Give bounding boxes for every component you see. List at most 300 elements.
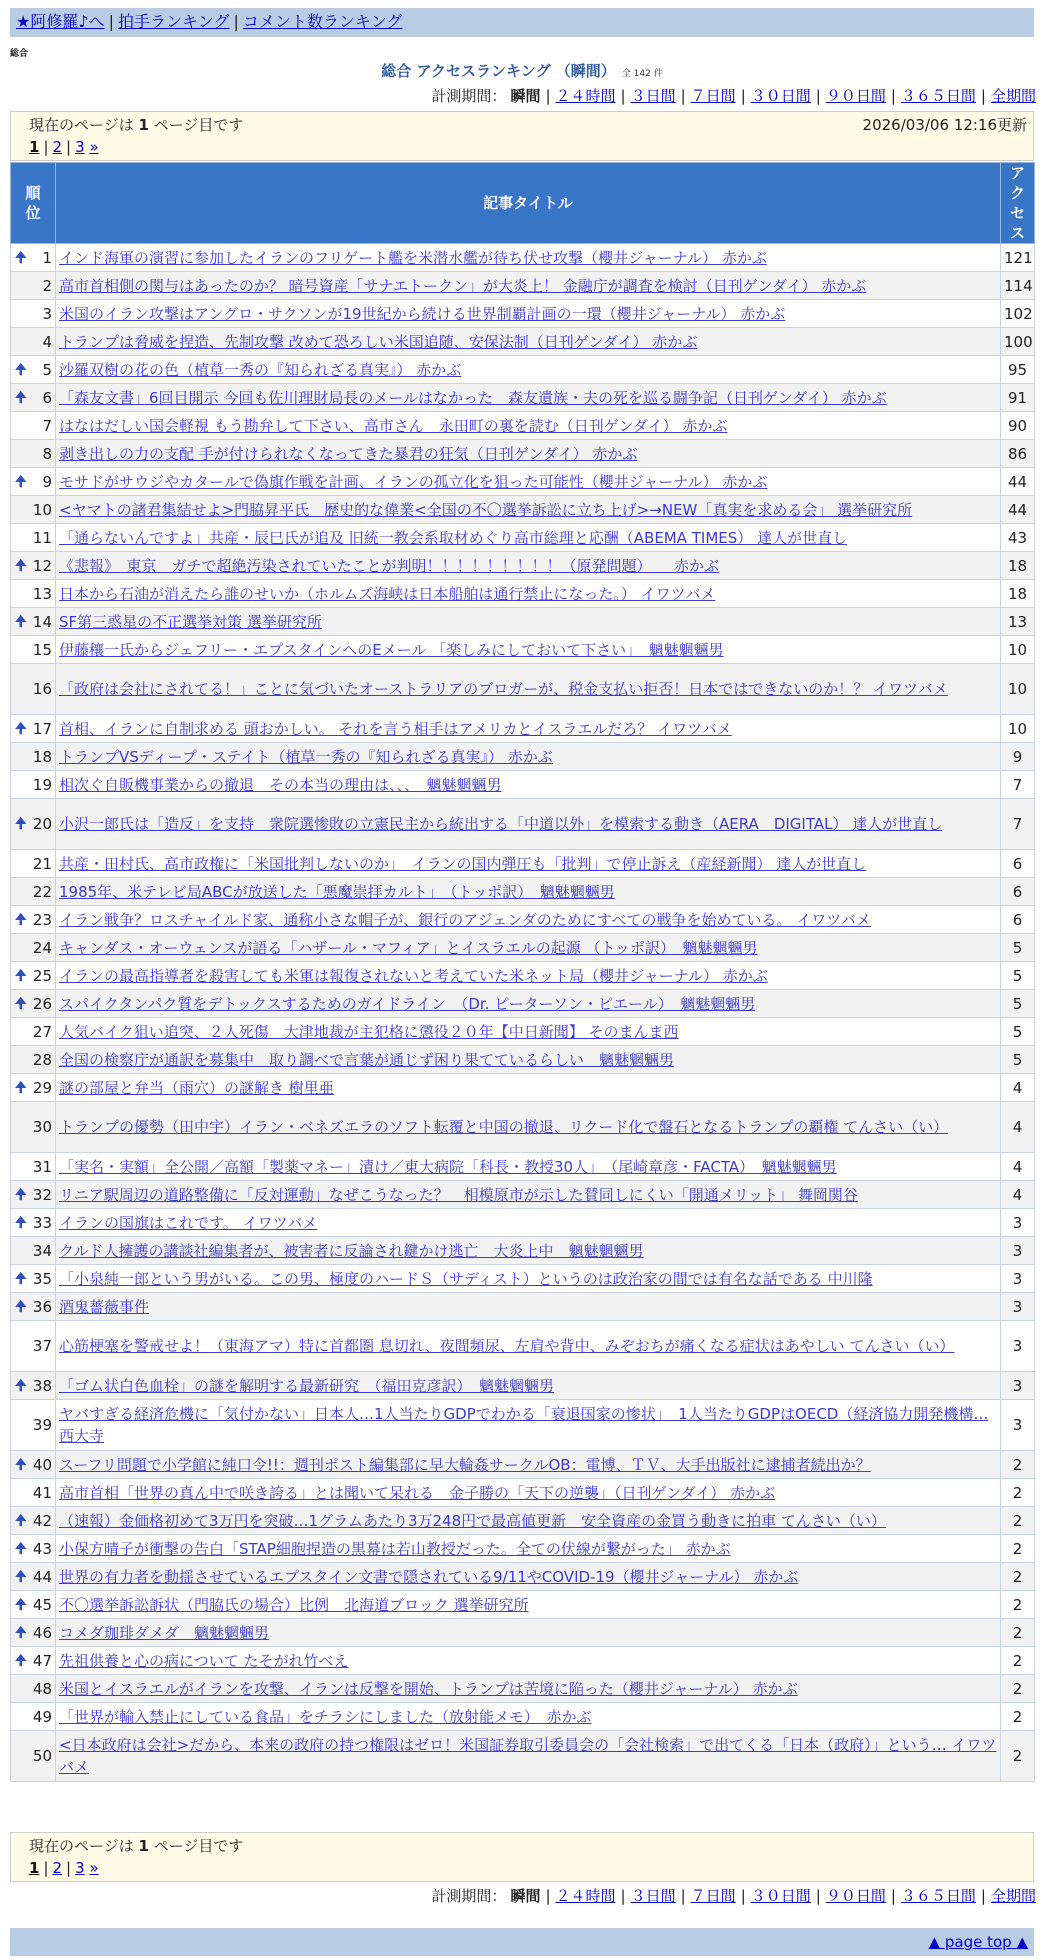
title-cell [56, 771, 1001, 799]
article-title-link[interactable]: クルド人擁護の講談社編集者が、被害者に反論され鍵かけ逃亡 大炎上中 魑魅魍魎男 [59, 1241, 644, 1260]
applause-ranking-link[interactable]: 拍手ランキング [117, 12, 230, 31]
ranking-table-body [11, 244, 1035, 1782]
home-link[interactable]: ★阿修羅♪へ [16, 12, 105, 31]
page-link-3[interactable]: 3 [75, 1859, 85, 1877]
page-link-2[interactable]: 2 [52, 1859, 63, 1877]
rank-up-arrow-icon: 🠉 [15, 1540, 27, 1557]
title-cell [56, 272, 1001, 300]
rank-cell [11, 524, 56, 552]
article-title-link[interactable]: 「実名・実額」全公開／高額「製薬マネー」漬け／東大病院「科長・教授30人」 （尾崎章彦・FACTA） 魑魅魍魎男 [59, 1157, 837, 1176]
rank-cell [11, 580, 56, 608]
access-count: 10 [1001, 715, 1035, 743]
rank-cell [11, 356, 56, 384]
access-count: 44 [1001, 468, 1035, 496]
period-option[interactable]: ９０日間 [825, 1887, 886, 1905]
rank-number: 20 [32, 815, 52, 833]
article-title-link[interactable]: （速報）金価格初めて3万円を突破…1グラムあたり3万248円で最高値更新 安全資産の金買う動きに拍車 てんさい（い） [59, 1511, 886, 1530]
table-row [11, 1046, 1035, 1074]
title-cell [56, 990, 1001, 1018]
title-cell [56, 1074, 1001, 1102]
rank-up-arrow-icon: 🠉 [15, 1624, 27, 1641]
article-title-link[interactable]: 日本から石油が消えたら誰のせいか（ホルムズ海峡は日本船舶は通行禁止になった。） イワツバメ [59, 584, 716, 603]
rank-cell [11, 906, 56, 934]
rank-cell [11, 552, 56, 580]
rank-column-header: 順位 [11, 163, 56, 244]
next-page-link[interactable]: » [89, 138, 99, 156]
rank-number: 1 [42, 248, 52, 267]
period-option[interactable]: ３日間 [630, 1887, 676, 1905]
article-title-link[interactable]: 首相、イランに自制求める 頭おかしい。 それを言う相手はアメリカとイスラエルだろ？ イワツバメ [59, 719, 732, 738]
rank-cell [11, 1265, 56, 1293]
rank-up-arrow-icon: 🠉 [15, 995, 27, 1012]
title-column-header: 記事タイトル [56, 163, 1001, 244]
access-count: 5 [1001, 962, 1035, 990]
access-count: 114 [1001, 272, 1035, 300]
rank-number: 16 [32, 680, 52, 698]
rank-cell [11, 850, 56, 878]
title-cell [56, 524, 1001, 552]
next-page-link[interactable]: » [89, 1859, 99, 1877]
title-cell [56, 1591, 1001, 1619]
access-count: 6 [1001, 850, 1035, 878]
rank-up-arrow-icon: 🠉 [15, 816, 27, 832]
rank-number: 26 [32, 994, 52, 1013]
title-cell [56, 664, 1001, 715]
period-option[interactable]: ３６５日間 [900, 1887, 976, 1905]
access-count: 3 [1001, 1265, 1035, 1293]
title-cell [56, 300, 1001, 328]
article-title-link[interactable]: 「政府は会社にされてる！」ことに気づいたオーストラリアのブロガーが、税金支払い拒否！日本ではできないのか！？ イワツバメ [59, 680, 948, 698]
ranking-table [10, 162, 1035, 1782]
table-row [11, 743, 1035, 771]
rank-cell [11, 664, 56, 715]
rank-number: 42 [32, 1511, 52, 1530]
comment-ranking-link[interactable]: コメント数ランキング [242, 12, 403, 31]
rank-cell [11, 412, 56, 440]
rank-cell [11, 1074, 56, 1102]
access-count: 91 [1001, 384, 1035, 412]
access-count: 121 [1001, 244, 1035, 272]
rank-number: 35 [32, 1269, 52, 1288]
access-column-header: アクセス [1001, 163, 1035, 244]
access-count: 3 [1001, 1321, 1035, 1372]
title-cell [56, 412, 1001, 440]
period-selector-top: 計測期間： 瞬間 | ２４時間 | ３日間 | ７日間 | ３０日間 | ９０日間 | ３６５日間 | 全期間 [431, 87, 1036, 105]
access-count: 2 [1001, 1731, 1035, 1782]
title-cell [56, 878, 1001, 906]
article-title-link[interactable]: 沙羅双樹の花の色（植草一秀の『知られざる真実』） 赤かぶ [59, 360, 462, 379]
rank-cell [11, 636, 56, 664]
access-count: 2 [1001, 1535, 1035, 1563]
table-row [11, 524, 1035, 552]
nav-separator: | [108, 12, 114, 31]
table-row [11, 384, 1035, 412]
access-count: 9 [1001, 743, 1035, 771]
article-title-link[interactable]: 「ゴム状白色血栓」の謎を解明する最新研究 （福田克彦訳） 魑魅魍魎男 [59, 1376, 555, 1395]
title-cell [56, 1647, 1001, 1675]
article-title-link[interactable]: 人気バイク狙い追突、２人死傷 大津地裁が主犯格に懲役２０年【中日新聞】 そのまんま西 [59, 1022, 679, 1041]
rank-up-arrow-icon: 🠉 [15, 613, 27, 630]
access-count: 100 [1001, 328, 1035, 356]
rank-cell [11, 1102, 56, 1153]
access-count: 5 [1001, 990, 1035, 1018]
article-title-link[interactable]: 高市首相「世界の真ん中で咲き誇る」とは聞いて呆れる 金子勝の「天下の逆襲」（日刊ゲンダイ） 赤かぶ [59, 1483, 776, 1502]
rank-cell [11, 1479, 56, 1507]
title-cell [56, 1731, 1001, 1782]
article-title-link[interactable]: スパイクタンパク質をデトックスするためのガイドライン （Dr. ピーターソン・ピエール） 魑魅魍魎男 [59, 994, 756, 1013]
rank-up-arrow-icon: 🠉 [15, 967, 27, 984]
access-count: 4 [1001, 1074, 1035, 1102]
period-label: 計測期間： [431, 87, 507, 105]
rank-number: 5 [42, 360, 52, 379]
title-cell [56, 1675, 1001, 1703]
title-cell [56, 1619, 1001, 1647]
article-title-link[interactable]: イランの最高指導者を殺害しても米軍は報復されないと考えていた米ネット局（櫻井ジャーナル） 赤かぶ [59, 966, 768, 985]
access-count: 2 [1001, 1647, 1035, 1675]
rank-number: 44 [32, 1567, 52, 1586]
table-row [11, 1703, 1035, 1731]
article-title-link[interactable]: 先祖供養と心の病について たそがれ竹べえ [59, 1651, 349, 1670]
current-page-text: 現在のページは 1 ページ目です [29, 116, 244, 134]
table-row [11, 1479, 1035, 1507]
rank-cell [11, 1153, 56, 1181]
period-option[interactable]: ３０日間 [750, 87, 811, 105]
table-row [11, 608, 1035, 636]
table-row [11, 1265, 1035, 1293]
table-row [11, 1731, 1035, 1782]
page-link-2[interactable]: 2 [52, 138, 63, 156]
rank-up-arrow-icon: 🠉 [15, 1568, 27, 1585]
title-cell [56, 440, 1001, 468]
rank-up-arrow-icon: 🠉 [15, 1186, 27, 1203]
title-cell [56, 715, 1001, 743]
article-title-link[interactable]: 「世界が輸入禁止にしている食品」をチラシにしました（放射能メモ） 赤かぶ [59, 1707, 592, 1726]
article-title-link[interactable]: 全国の検察庁が通訳を募集中 取り調べで言葉が通じず困り果てているらしい 魑魅魍魎男 [59, 1050, 675, 1069]
rank-up-arrow-icon: 🠉 [15, 1270, 27, 1287]
rank-cell [11, 1237, 56, 1265]
rank-up-arrow-icon: 🠉 [15, 1079, 27, 1096]
page-link-3[interactable]: 3 [75, 138, 85, 156]
top-nav-bar [10, 8, 1034, 37]
rank-cell [11, 1372, 56, 1400]
rank-number: 34 [32, 1241, 52, 1260]
rank-up-arrow-icon: 🠉 [15, 911, 27, 928]
rank-cell [11, 1563, 56, 1591]
access-count: 90 [1001, 412, 1035, 440]
article-title-link[interactable]: 相次ぐ自販機事業からの撤退 その本当の理由は、、、 魑魅魍魎男 [59, 775, 502, 794]
rank-cell [11, 715, 56, 743]
rank-cell [11, 1293, 56, 1321]
access-count: 2 [1001, 1591, 1035, 1619]
article-title-link[interactable]: はなはだしい国会軽視 もう勘弁して下さい、高市さん 永田町の裏を読む（日刊ゲンダイ） 赤かぶ [59, 416, 728, 435]
table-row [11, 1451, 1035, 1479]
rank-number: 43 [32, 1539, 52, 1558]
rank-cell [11, 1675, 56, 1703]
table-row [11, 906, 1035, 934]
rank-number: 38 [32, 1376, 52, 1395]
period-option[interactable]: ３０日間 [750, 1887, 811, 1905]
rank-up-arrow-icon: 🠉 [15, 361, 27, 378]
article-title-link[interactable]: リニア駅周辺の道路整備に「反対運動」なぜこうなった？ 相模原市が示した賛同しにくい「開通メリット」 舞岡関谷 [59, 1185, 858, 1204]
table-row [11, 1074, 1035, 1102]
title-cell [56, 1153, 1001, 1181]
rank-cell [11, 962, 56, 990]
article-title-link[interactable]: 1985年、米テレビ局ABCが放送した「悪魔崇拝カルト」 （トッポ訳） 魑魅魍魎男 [59, 882, 615, 901]
article-title-link[interactable]: 酒鬼薔薇事件 [59, 1297, 150, 1316]
period-option[interactable]: ９０日間 [825, 87, 886, 105]
title-cell [56, 850, 1001, 878]
table-row [11, 878, 1035, 906]
rank-number: 18 [32, 747, 52, 766]
access-count: 10 [1001, 636, 1035, 664]
page-links: 1 | 2 | 3 » [29, 138, 99, 156]
article-title-link[interactable]: 高市首相側の関与はあったのか？ 暗号資産「サナエトークン」が大炎上！ 金融庁が調査を検討（日刊ゲンダイ） 赤かぶ [59, 276, 867, 295]
article-title-link[interactable]: ヤバすぎる経済危機に「気付かない」日本人…1人当たりGDPでわかる「衰退国家の惨状」 1人当たりGDPはOECD（経済協力開発機構… 西大寺 [59, 1405, 989, 1445]
rank-number: 31 [32, 1157, 52, 1176]
article-title-link[interactable]: 共産・田村氏、高市政権に「米国批判しないのか」 イランの国内弾圧も「批判」で停止訴え（産経新聞） 達人が世直し [59, 854, 867, 873]
period-option[interactable]: 全期間 [990, 87, 1036, 105]
title-cell [56, 1703, 1001, 1731]
title-cell [56, 1400, 1001, 1451]
rank-up-arrow-icon: 🠉 [15, 720, 27, 737]
access-count: 3 [1001, 1237, 1035, 1265]
table-row [11, 1372, 1035, 1400]
article-title-link[interactable]: 剥き出しの力の支配 手が付けられなくなってきた暴君の狂気（日刊ゲンダイ） 赤かぶ [59, 444, 638, 463]
title-cell [56, 1563, 1001, 1591]
article-title-link[interactable]: 米国のイラン攻撃はアングロ・サクソンが19世紀から続ける世界制覇計画の一環（櫻井ジャーナル） 赤かぶ [59, 304, 786, 323]
access-count: 44 [1001, 496, 1035, 524]
title-cell [56, 1237, 1001, 1265]
access-count: 3 [1001, 1209, 1035, 1237]
title-cell [56, 356, 1001, 384]
access-count: 3 [1001, 1372, 1035, 1400]
access-count: 2 [1001, 1675, 1035, 1703]
period-option[interactable]: ７日間 [690, 87, 736, 105]
rank-number: 27 [32, 1022, 52, 1041]
table-row [11, 636, 1035, 664]
article-title-link[interactable]: SF第三惑星の不正選挙対策 選挙研究所 [59, 612, 322, 631]
rank-number: 24 [32, 938, 52, 957]
rank-number: 7 [42, 416, 52, 435]
table-row [11, 799, 1035, 850]
rank-cell [11, 1451, 56, 1479]
rank-cell [11, 1647, 56, 1675]
rank-cell [11, 771, 56, 799]
rank-cell [11, 990, 56, 1018]
rank-cell [11, 1703, 56, 1731]
rank-cell [11, 1046, 56, 1074]
table-row [11, 990, 1035, 1018]
rank-number: 17 [32, 719, 52, 738]
article-title-link[interactable]: 「通らないんですよ」共産・辰巳氏が追及 旧統一教会系取材めぐり高市総理と応酬（ABEMA TIMES） 達人が世直し [59, 528, 848, 547]
page-link-1[interactable]: 1 [29, 138, 40, 156]
rank-number: 40 [32, 1455, 52, 1474]
period-option[interactable]: ３日間 [630, 87, 676, 105]
rank-number: 14 [32, 612, 52, 631]
access-count: 6 [1001, 906, 1035, 934]
rank-number: 47 [32, 1651, 52, 1670]
table-row [11, 1647, 1035, 1675]
rank-cell [11, 799, 56, 850]
article-title-link[interactable]: 不〇選挙訴訟訴状（門脇氏の場合）比例 北海道ブロック 選挙研究所 [59, 1595, 529, 1614]
period-option[interactable]: ７日間 [690, 1887, 736, 1905]
page-top-link[interactable]: ▲ page top ▲ [928, 1933, 1028, 1951]
page-heading [0, 60, 1044, 85]
rank-cell [11, 384, 56, 412]
article-title-link[interactable]: トランプは脅威を捏造、先制攻撃 改めて恐ろしい米国追随、安保法制（日刊ゲンダイ） 赤かぶ [59, 332, 698, 351]
article-title-link[interactable]: トランプVSディープ・ステイト（植草一秀の『知られざる真実』） 赤かぶ [59, 747, 553, 766]
rank-number: 45 [32, 1595, 52, 1614]
title-cell [56, 799, 1001, 850]
title-cell [56, 552, 1001, 580]
article-title-link[interactable]: 謎の部屋と弁当（雨穴）の謎解き 樹里亜 [59, 1078, 334, 1097]
article-title-link[interactable]: 《悲報》 東京 ガチで超絶汚染されていたことが判明！！！！！！！！！（原発問題） 赤かぶ [59, 556, 720, 575]
access-count: 2 [1001, 1703, 1035, 1731]
pager-top [10, 111, 1034, 161]
table-row [11, 1293, 1035, 1321]
title-cell [56, 636, 1001, 664]
rank-number: 12 [32, 556, 52, 575]
table-row [11, 1181, 1035, 1209]
rank-number: 9 [42, 472, 52, 491]
article-title-link[interactable]: <日本政府は会社>だから、本来の政府の持つ権限はゼロ！米国証券取引委員会の「会社検索」で出てくる「日本（政府）」という… イワツバメ [59, 1736, 997, 1776]
article-title-link[interactable]: 小保方晴子が衝撃の告白「STAP細胞捏造の黒幕は若山教授だった。全ての伏線が繋がった」 赤かぶ [59, 1539, 731, 1558]
article-title-link[interactable]: 「小泉純一郎という男がいる。この男、極度のハードＳ（サディスト）というのは政治家の間では有名な話である 中川隆 [59, 1269, 873, 1288]
rank-cell [11, 1591, 56, 1619]
title-cell [56, 1321, 1001, 1372]
title-cell [56, 1535, 1001, 1563]
access-count: 10 [1001, 664, 1035, 715]
table-row [11, 1675, 1035, 1703]
access-count: 4 [1001, 1153, 1035, 1181]
article-title-link[interactable]: イラン戦争？ロスチャイルド家、通称小さな帽子が、銀行のアジェンダのためにすべての戦争を始めている。 イワツバメ [59, 910, 871, 929]
item-count: 全 142 件 [621, 69, 663, 79]
rank-cell [11, 496, 56, 524]
pager-bottom [10, 1832, 1034, 1882]
table-row [11, 1563, 1035, 1591]
rank-cell [11, 272, 56, 300]
article-title-link[interactable]: スーフリ問題で小学館に純口令!!：週刊ポスト編集部に早大輪姦サークルOB：電博、ＴＶ、大手出版社に逮捕者続出か？ [59, 1455, 871, 1474]
table-row [11, 664, 1035, 715]
title-cell [56, 1372, 1001, 1400]
title-cell [56, 1451, 1001, 1479]
table-row [11, 1321, 1035, 1372]
access-count: 3 [1001, 1400, 1035, 1451]
table-row [11, 1507, 1035, 1535]
article-title-link[interactable]: <ヤマトの諸君集結せよ>門脇昇平氏 歴史的な偉業<全国の不〇選挙訴訟に立ち上げ>→NEW「真実を求める会」 選挙研究所 [59, 500, 913, 519]
rank-number: 10 [32, 500, 52, 519]
access-count: 2 [1001, 1507, 1035, 1535]
table-row [11, 496, 1035, 524]
article-title-link[interactable]: 心筋梗塞を警戒せよ！（東海アマ）特に首都圏 息切れ、夜間頻尿、左肩や背中、みぞおちが痛くなる症状はあやしい てんさい（い） [59, 1337, 955, 1355]
rank-number: 3 [42, 304, 52, 323]
access-count: 2 [1001, 1563, 1035, 1591]
rank-number: 29 [32, 1078, 52, 1097]
rank-up-arrow-icon: 🠉 [15, 1214, 27, 1231]
rank-up-arrow-icon: 🠉 [15, 1652, 27, 1669]
article-title-link[interactable]: インド海軍の演習に参加したイランのフリゲート艦を米潜水艦が待ち伏せ攻撃（櫻井ジャーナル） 赤かぶ [59, 248, 767, 267]
title-cell [56, 1209, 1001, 1237]
page-link-1[interactable]: 1 [29, 1859, 40, 1877]
title-cell [56, 1018, 1001, 1046]
access-count: 102 [1001, 300, 1035, 328]
article-title-link[interactable]: イランの国旗はこれです。 イワツバメ [59, 1213, 318, 1232]
access-count: 18 [1001, 552, 1035, 580]
period-option[interactable]: ３６５日間 [900, 87, 976, 105]
rank-number: 25 [32, 966, 52, 985]
article-title-link[interactable]: 米国とイスラエルがイランを攻撃、イランは反撃を開始、トランプは苦境に陥った（櫻井ジャーナル） 赤かぶ [59, 1679, 798, 1698]
period-option[interactable]: ２４時間 [555, 1887, 616, 1905]
table-header-row [11, 163, 1035, 244]
updated-timestamp: 2026/03/06 12:16更新 [862, 116, 1027, 134]
rank-cell [11, 1018, 56, 1046]
table-row [11, 1102, 1035, 1153]
rank-cell [11, 1209, 56, 1237]
title-cell [56, 743, 1001, 771]
rank-up-arrow-icon: 🠉 [15, 1456, 27, 1473]
footer-bar [10, 1928, 1034, 1956]
title-cell [56, 1293, 1001, 1321]
rank-cell [11, 440, 56, 468]
access-count: 6 [1001, 878, 1035, 906]
rank-number: 28 [32, 1050, 52, 1069]
rank-number: 21 [32, 854, 52, 873]
rank-cell [11, 608, 56, 636]
article-title-link[interactable]: 「森友文書」6回目開示 今回も佐川理財局長のメールはなかった 森友遺族・夫の死を巡る闘争記（日刊ゲンダイ） 赤かぶ [59, 388, 887, 407]
rank-cell [11, 1321, 56, 1372]
rank-cell [11, 1400, 56, 1451]
table-row [11, 412, 1035, 440]
rank-number: 11 [32, 528, 52, 547]
article-title-link[interactable]: 世界の有力者を動揺させているエプスタイン文書で隠されている9/11やCOVID-19（櫻井ジャーナル） 赤かぶ [59, 1567, 799, 1586]
rank-up-arrow-icon: 🠉 [15, 249, 27, 266]
period-selector-bottom: 計測期間： 瞬間 | ２４時間 | ３日間 | ７日間 | ３０日間 | ９０日間 | ３６５日間 | 全期間 [431, 1887, 1036, 1905]
title-cell [56, 244, 1001, 272]
article-title-link[interactable]: キャンダス・オーウェンスが語る「ハザール・マフィア」とイスラエルの起源 （トッポ訳） 魑魅魍魎男 [59, 938, 758, 957]
title-cell [56, 496, 1001, 524]
access-count: 2 [1001, 1619, 1035, 1647]
title-cell [56, 608, 1001, 636]
article-title-link[interactable]: 小沢一郎氏は「造反」を支持 衆院選惨敗の立憲民主から統出する「中道以外」を模索する動き（AERA DIGITAL） 達人が世直し [59, 815, 943, 833]
rank-number: 39 [32, 1416, 52, 1434]
access-count: 5 [1001, 1046, 1035, 1074]
period-option[interactable]: ２４時間 [555, 87, 616, 105]
rank-cell [11, 1535, 56, 1563]
page-title: 総合 アクセスランキング （瞬間） [381, 62, 616, 80]
rank-up-arrow-icon: 🠉 [15, 1512, 27, 1529]
rank-number: 15 [32, 640, 52, 659]
rank-number: 41 [32, 1483, 52, 1502]
article-title-link[interactable]: モサドがサウジやカタールで偽旗作戦を計画、イランの孤立化を狙った可能性（櫻井ジャーナル） 赤かぶ [59, 472, 768, 491]
table-row [11, 244, 1035, 272]
title-cell [56, 1479, 1001, 1507]
rank-cell [11, 328, 56, 356]
section-label: 総合 [10, 49, 29, 59]
table-row [11, 1018, 1035, 1046]
title-cell [56, 328, 1001, 356]
rank-up-arrow-icon: 🠉 [15, 473, 27, 490]
period-option[interactable]: 全期間 [990, 1887, 1036, 1905]
article-title-link[interactable]: トランプの優勢（田中宇）イラン・ベネズエラのソフト転覆と中国の撤退、リクード化で盤石となるトランプの覇権 てんさい（い） [59, 1118, 949, 1136]
rank-number: 33 [32, 1213, 52, 1232]
access-count: 4 [1001, 1102, 1035, 1153]
rank-number: 4 [42, 332, 52, 351]
table-row [11, 552, 1035, 580]
article-title-link[interactable]: 伊藤穰一氏からジェフリー・エプスタインへのEメール 「楽しみにしておいて下さい」 魑魅魍魎男 [59, 640, 724, 659]
title-cell [56, 1507, 1001, 1535]
article-title-link[interactable]: コメダ珈琲ダメダ 魑魅魍魎男 [59, 1623, 270, 1642]
table-row [11, 1535, 1035, 1563]
